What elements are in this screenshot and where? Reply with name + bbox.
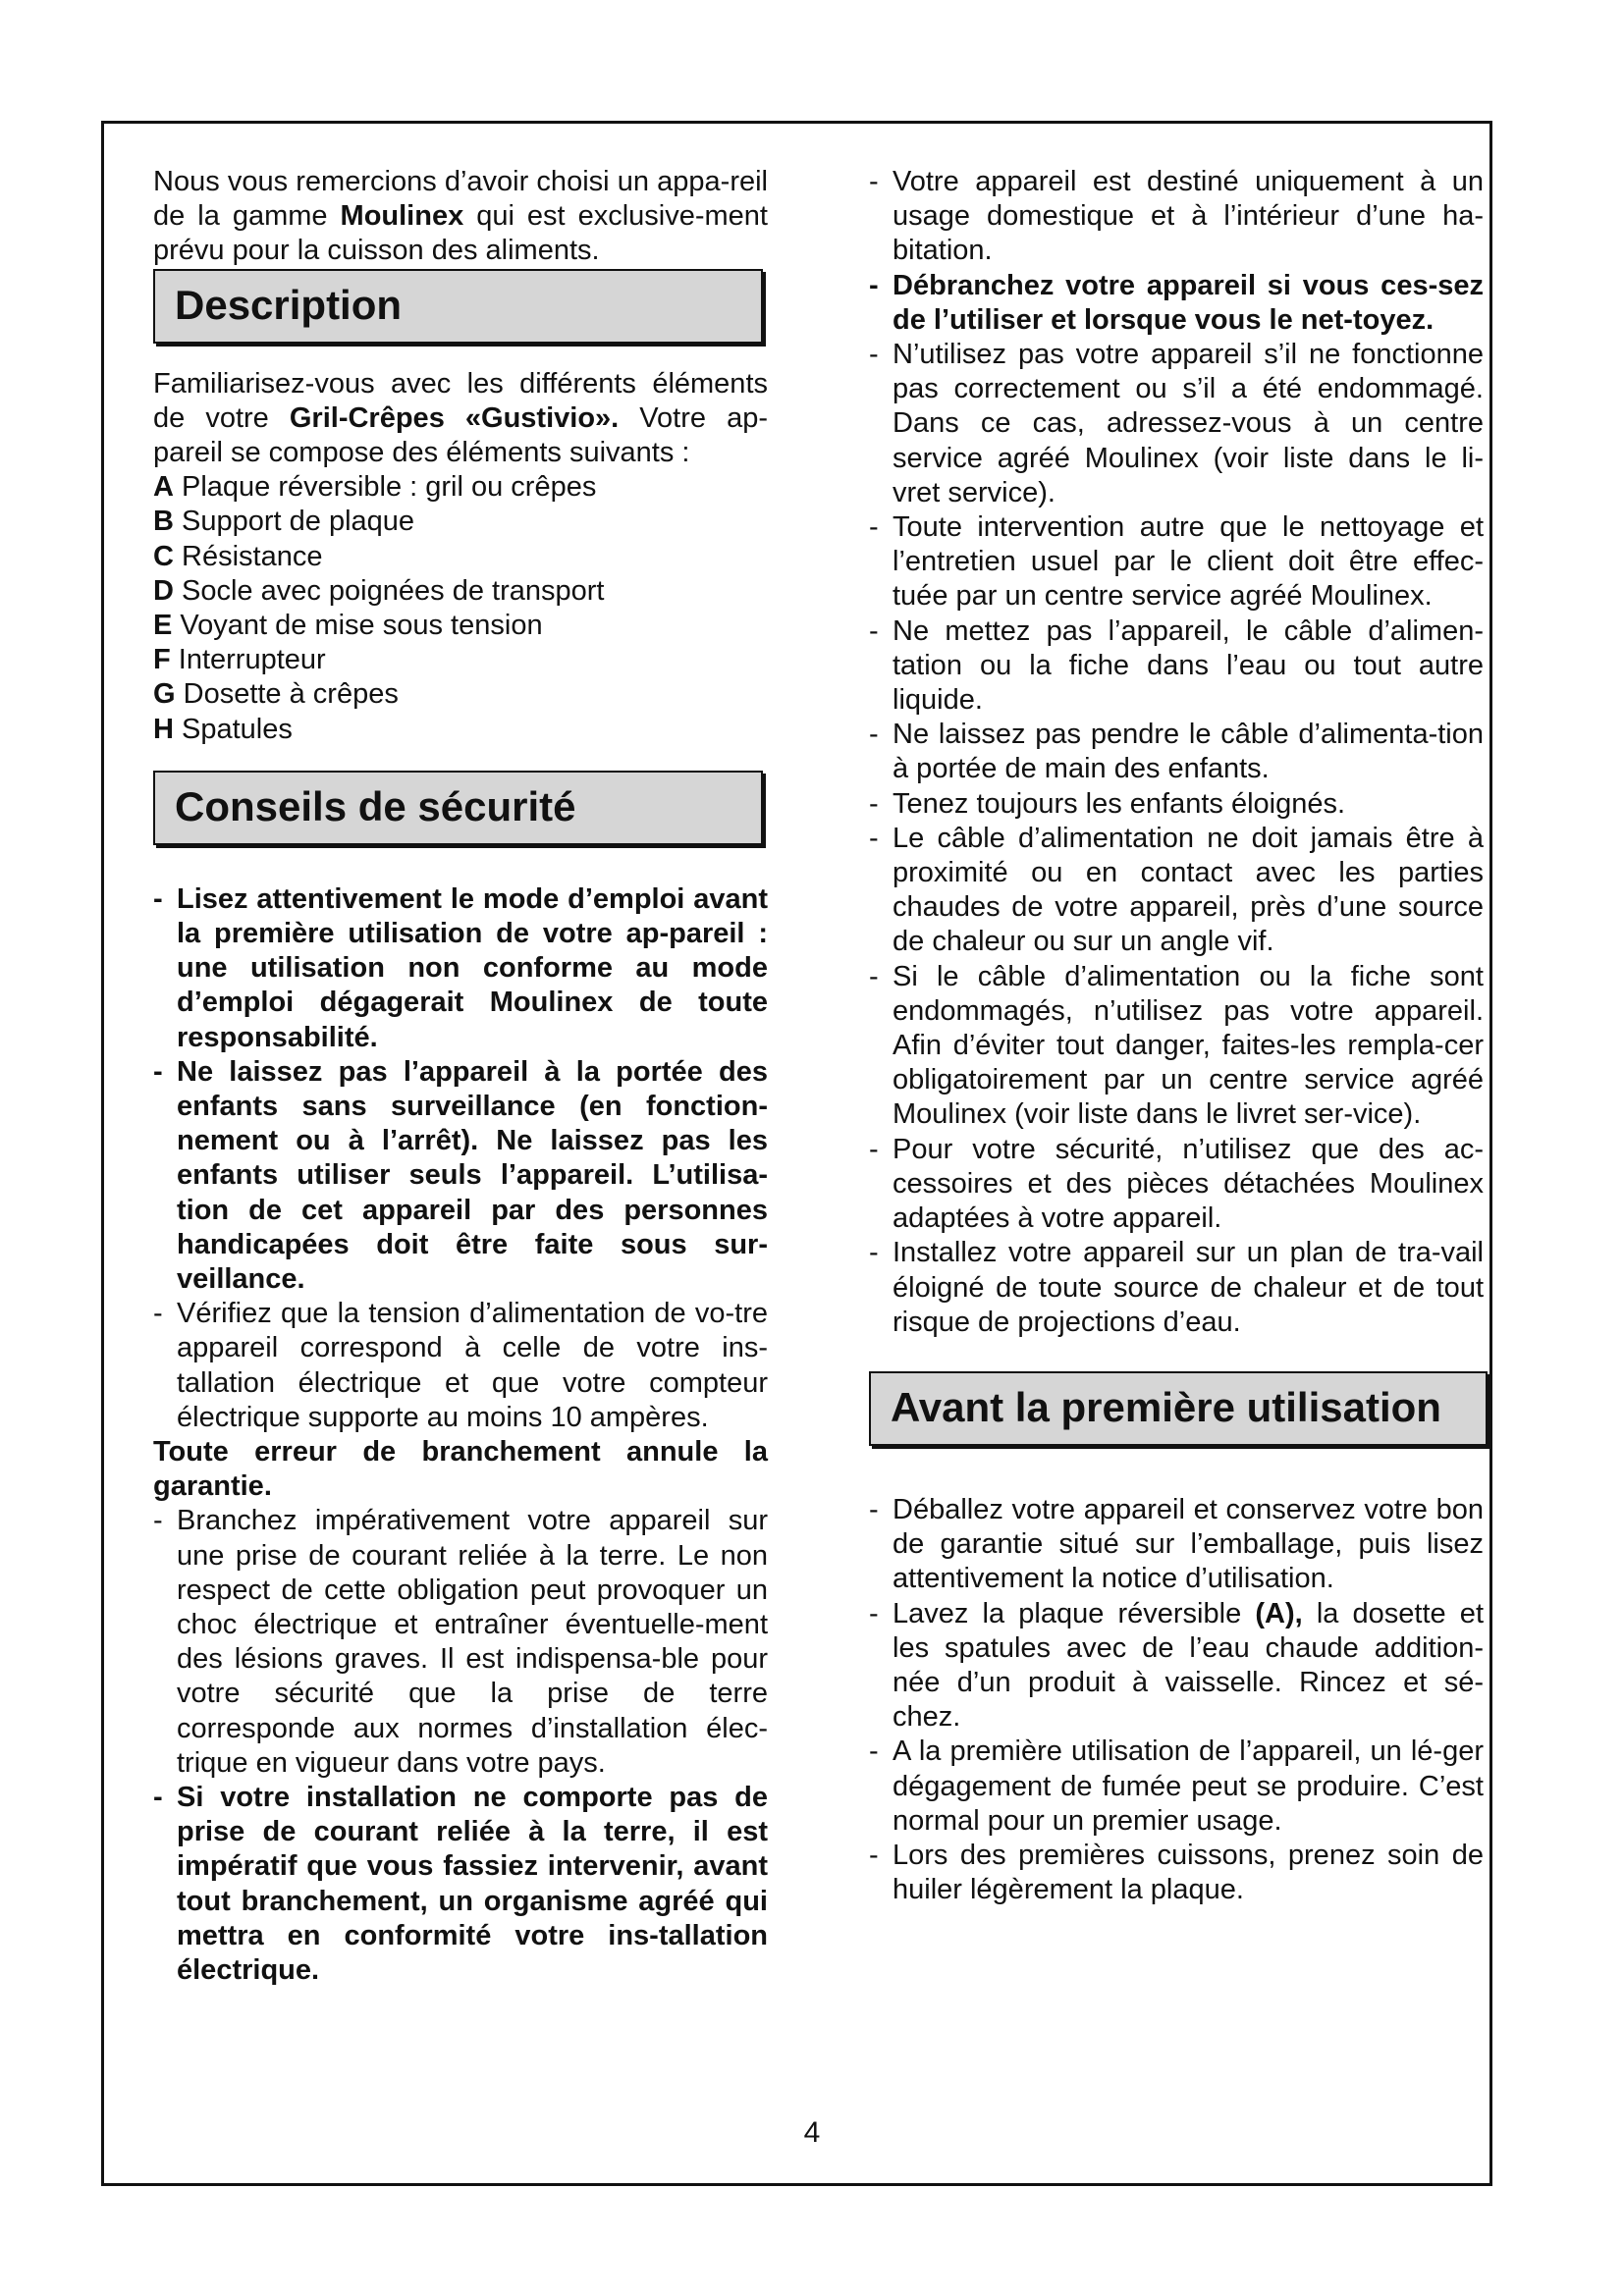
safety-item: - Votre appareil est destiné uniquement à un usage domestique et à l’intérieur d’une ha-bitation. <box>869 166 1484 267</box>
first-use-item: - Déballez votre appareil et conservez votre bon de garantie situé sur l’emballage, puis lisez attentivement la notice d’utilisation. <box>869 1493 1484 1595</box>
safety-item: - Ne laissez pas pendre le câble d’alimenta-tion à portée de main des enfants. <box>869 719 1484 785</box>
intro-paragraph: Nous vous remercions d’avoir choisi un appa-reil de la gamme Moulinex qui est exclusive-ment prévu pour la cuisson des aliments. <box>153 166 768 267</box>
part-item: C Résistance <box>153 540 323 572</box>
part-item: H Spatules <box>153 713 293 745</box>
safety-heading: Conseils de sécurité <box>153 771 763 845</box>
part-item: A Plaque réversible : gril ou crêpes <box>153 471 597 504</box>
part-item: B Support de plaque <box>153 506 415 538</box>
safety-item: - Installez votre appareil sur un plan de tra-vail éloigné de toute source de chaleur et de tout risque de projections d’eau. <box>869 1237 1484 1338</box>
part-item: E Voyant de mise sous tension <box>153 609 543 641</box>
safety-item: - Tenez toujours les enfants éloignés. <box>869 787 1346 820</box>
safety-item: - Ne mettez pas l’appareil, le câble d’alimen-tation ou la fiche dans l’eau ou tout autre liquide. <box>869 614 1484 717</box>
safety-item: - Si votre installation ne comporte pas de prise de courant reliée à la terre, il est impératif que vous fassiez intervenir, avant tout branchement, un organisme agréé qui mettra en conformité votre ins-tallation électrique. <box>153 1782 768 1987</box>
description-heading: Description <box>153 269 763 344</box>
safety-item: - Branchez impérativement votre appareil sur une prise de courant reliée à la terre. Le non respect de cette obligation peut provoquer un choc électrique et entraîner éventuelle-ment des lésions graves. Il est indispensa-ble pour votre sécurité que la prise de terre corresponde aux normes d’installation élec-trique en vigueur dans votre pays. <box>153 1505 768 1779</box>
safety-item: - Le câble d’alimentation ne doit jamais être à proximité ou en contact avec les parties chaudes de votre appareil, près d’une source de chaleur ou sur un angle vif. <box>869 822 1484 958</box>
safety-item: - Toute intervention autre que le nettoyage et l’entretien usuel par le client doit être effec-tuée par un centre service agréé Moulinex. <box>869 511 1484 613</box>
part-item: F Interrupteur <box>153 644 326 676</box>
safety-warning: Toute erreur de branchement annule la garantie. <box>153 1435 768 1503</box>
safety-item: - Si le câble d’alimentation ou la fiche sont endommagés, n’utilisez pas votre appareil. Afin d’éviter tout danger, faites-les rempla-cer obligatoirement par un centre service agréé Moulinex (voir liste dans le livret ser-vice). <box>869 960 1484 1131</box>
first-use-item: - A la première utilisation de l’appareil, un lé-ger dégagement de fumée peut se produire. C’est normal pour un premier usage. <box>869 1735 1484 1837</box>
description-paragraph: Familiarisez-vous avec les différents éléments de votre Gril-Crêpes «Gustivio». Votre ap-pareil se compose des éléments suivants : <box>153 367 768 469</box>
first-use-item: - Lors des premières cuissons, prenez soin de huiler légèrement la plaque. <box>869 1839 1484 1906</box>
parts-list <box>153 470 768 747</box>
first-use-item: - Lavez la plaque réversible (A), la dosette et les spatules avec de l’eau chaude addition-née d’un produit à vaisselle. Rincez et sé-chez. <box>869 1597 1484 1734</box>
safety-item: - Lisez attentivement le mode d’emploi avant la première utilisation de votre ap-pareil : une utilisation non conforme au mode d’emploi dégagerait Moulinex de toute responsabilité. <box>153 882 768 1053</box>
safety-item: - Vérifiez que la tension d’alimentation de vo-tre appareil correspond à celle de votre ins-tallation électrique et que votre compteur électrique supporte au moins 10 ampères. <box>153 1298 768 1433</box>
left-column <box>153 165 768 1988</box>
safety-item: - N’utilisez pas votre appareil s’il ne fonctionne pas correctement ou s’il a été endommagé. Dans ce cas, adressez-vous à un centre service agréé Moulinex (voir liste dans le li-vret service). <box>869 339 1484 508</box>
right-column <box>869 165 1484 1907</box>
safety-item: - Ne laissez pas l’appareil à la portée des enfants sans surveillance (en fonction-nement ou à l’arrêt). Ne laissez pas les enfants utiliser seuls l’appareil. L’utilisa-tion de cet appareil par des personnes handicapées doit être faite sous sur-veillance. <box>153 1055 768 1295</box>
page-number: 4 <box>803 2116 821 2149</box>
safety-item: - Débranchez votre appareil si vous ces-sez de l’utiliser et lorsque vous le net-toyez. <box>869 269 1484 336</box>
part-item: D Socle avec poignées de transport <box>153 574 605 607</box>
safety-item: - Pour votre sécurité, n’utilisez que des ac-cessoires et des pièces détachées Moulinex adaptées à votre appareil. <box>869 1133 1484 1235</box>
part-item: G Dosette à crêpes <box>153 678 399 711</box>
first-use-heading: Avant la première utilisation <box>869 1371 1488 1446</box>
